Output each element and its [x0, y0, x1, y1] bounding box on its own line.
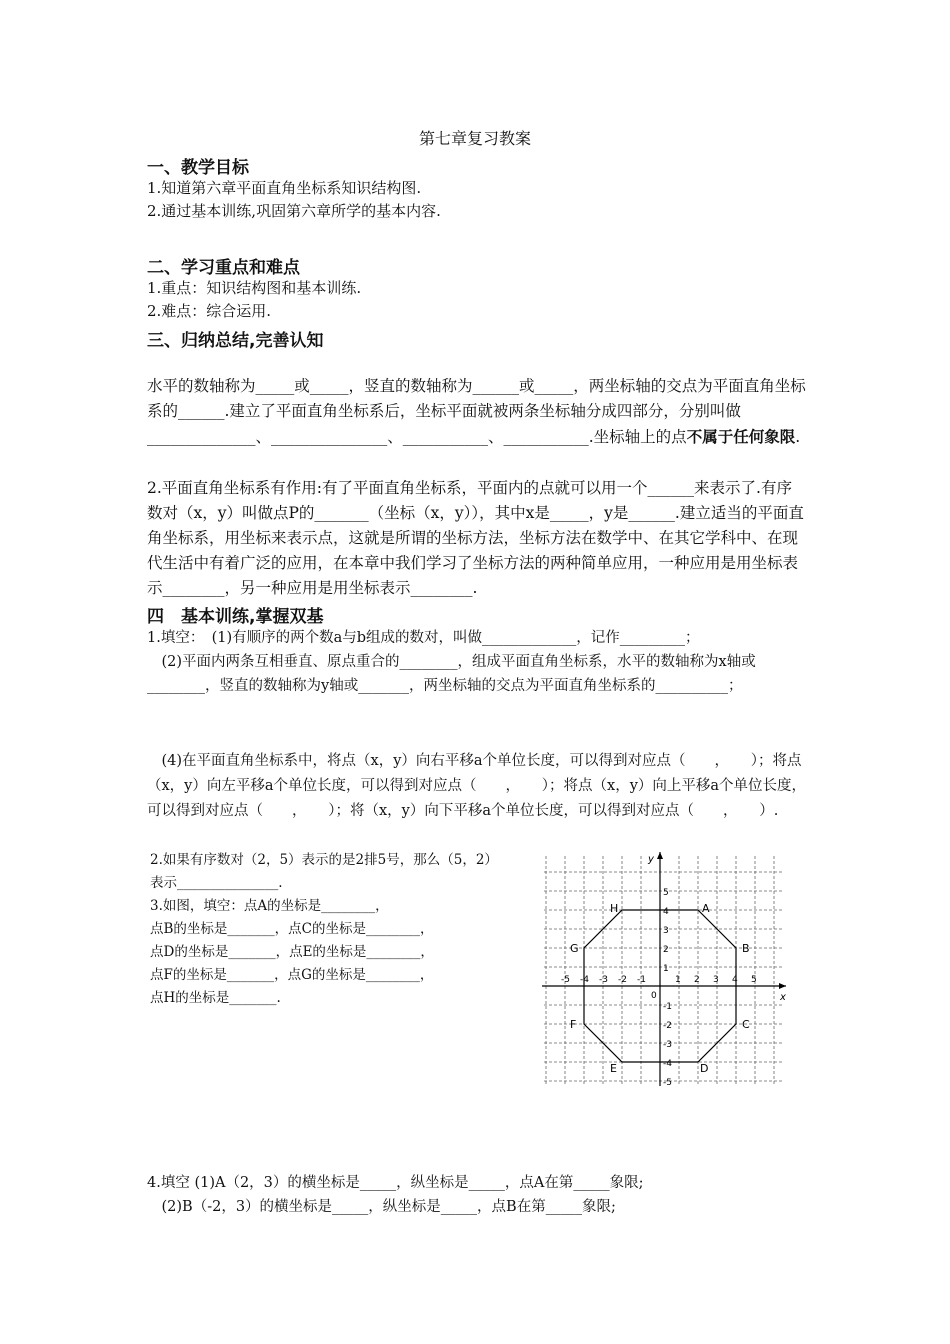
coordinate-graph [540, 850, 790, 1090]
y-tick-label: -4 [663, 1059, 672, 1069]
s1-item-2: 2.通过基本训练,巩固第六章所学的基本内容. [147, 202, 441, 220]
section-4-heading: 四 基本训练,掌握双基 [147, 607, 324, 627]
x-tick-label: -2 [618, 975, 627, 985]
q3-line-1: 3.如图，填空：点A的坐标是________， [150, 898, 389, 914]
y-tick-label: 3 [663, 926, 669, 936]
q2-line-2: 表示_______________. [150, 875, 283, 891]
x-tick-label: 5 [751, 975, 757, 985]
y-tick-label: -5 [663, 1078, 672, 1088]
y-tick-label: 4 [663, 907, 669, 917]
vertex-label-a: A [702, 902, 710, 915]
s1-item-1: 1.知道第六章平面直角坐标系知识结构图. [147, 179, 422, 197]
x-tick-label: -1 [637, 975, 646, 985]
q1-part-4: (4)在平面直角坐标系中，将点（x，y）向右平移a个单位长度，可以得到对应点（ ， ）；将点（x，y）向左平移a个单位长度，可以得到对应点（ ， ）；将点（x，y）向上平移a个单位长度，可以得到对应点（ ， ）；将（x，y）向下平移a个单位长度，可以得到对应点（ ， ）. [147, 753, 807, 819]
x-tick-label: -4 [580, 975, 589, 985]
vertex-label-c: C [742, 1018, 750, 1031]
y-tick-label: 1 [663, 964, 669, 974]
page-title: 第七章复习教案 [418, 129, 531, 148]
coordinate-graph-svg [540, 850, 790, 1090]
q4-line-1: 4.填空 (1)A（2，3）的横坐标是_____，纵坐标是_____，点A在第_____象限; [147, 1175, 644, 1191]
x-axis-label: x [780, 992, 786, 1003]
section-2-heading: 二、学习重点和难点 [147, 258, 300, 278]
s2-item-2: 2.难点：综合运用. [147, 302, 272, 320]
y-tick-label: 2 [663, 945, 669, 955]
x-tick-label: 3 [713, 975, 719, 985]
q2-line-1: 2.如果有序数对（2，5）表示的是2排5号，那么（5，2） [150, 852, 498, 868]
y-tick-label: -3 [663, 1040, 672, 1050]
s3-paragraph-2: 2.平面直角坐标系有作用:有了平面直角坐标系，平面内的点就可以用一个______来表示了.有序数对（x，y）叫做点P的_______（坐标（x，y）），其中x是_____，y是______.建立适当的平面直角坐标系，用坐标来表示点，这就是所谓的坐标方法，坐标方法在数学中、在其它学科中、在现代生活中有着广泛的应用，在本章中我们学习了坐标方法的两种简单应用，一种应用是用坐标表示________，另一种应用是用坐标表示________. [147, 479, 804, 597]
x-tick-label: 2 [694, 975, 700, 985]
y-axis-label: y [648, 854, 654, 865]
x-tick-label: -3 [599, 975, 608, 985]
vertex-label-h: H [610, 902, 619, 915]
s3-paragraph-1 [147, 374, 807, 450]
vertex-label-g: G [570, 942, 579, 955]
q3-line-5: 点H的坐标是_______. [150, 990, 281, 1006]
q3-line-2: 点B的坐标是_______，点C的坐标是________， [150, 921, 434, 937]
x-tick-label: -5 [561, 975, 570, 985]
vertex-label-e: E [610, 1062, 617, 1075]
origin-label: 0 [651, 991, 657, 1001]
s3-p1-bold: 不属于任何象限 [686, 427, 796, 446]
vertex-label-f: F [570, 1018, 577, 1031]
q3-line-3: 点D的坐标是_______，点E的坐标是________， [150, 944, 434, 960]
x-tick-label: 1 [675, 975, 681, 985]
vertex-label-d: D [700, 1062, 709, 1075]
s3-p1-end: . [795, 428, 801, 446]
section-3-heading: 三、归纳总结,完善认知 [147, 331, 324, 351]
q1-part-2: (2)平面内两条互相垂直、原点重合的________，组成平面直角坐标系，水平的数轴称为x轴或________，竖直的数轴称为y轴或_______，两坐标轴的交点为平面直角坐标系的__________； [147, 654, 756, 694]
s2-item-1: 1.重点：知识结构图和基本训练. [147, 279, 362, 297]
x-axis-arrow [779, 983, 786, 989]
y-tick-label: 5 [663, 888, 669, 898]
q1-line-1: 1.填空： (1)有顺序的两个数a与b组成的数对，叫做_____________，记作_________； [147, 630, 700, 646]
vertex-label-b: B [742, 942, 750, 955]
x-tick-label: 4 [732, 975, 738, 985]
y-tick-label: -1 [663, 1002, 672, 1012]
y-tick-label: -2 [663, 1021, 672, 1031]
section-1-heading: 一、教学目标 [147, 158, 249, 178]
s3-p1-text: 水平的数轴称为_____或_____，竖直的数轴称为______或_____，两坐标轴的交点为平面直角坐标系的______.建立了平面直角坐标系后，坐标平面就被两条坐标轴分成四部分，分别叫做______________、_______________、___________、___________.坐标轴上的点 [147, 377, 806, 446]
q3-line-4: 点F的坐标是_______，点G的坐标是________， [150, 967, 434, 983]
q4-line-2: (2)B（-2，3）的横坐标是_____，纵坐标是_____，点B在第_____象限; [147, 1199, 616, 1215]
y-axis-arrow [657, 852, 663, 859]
